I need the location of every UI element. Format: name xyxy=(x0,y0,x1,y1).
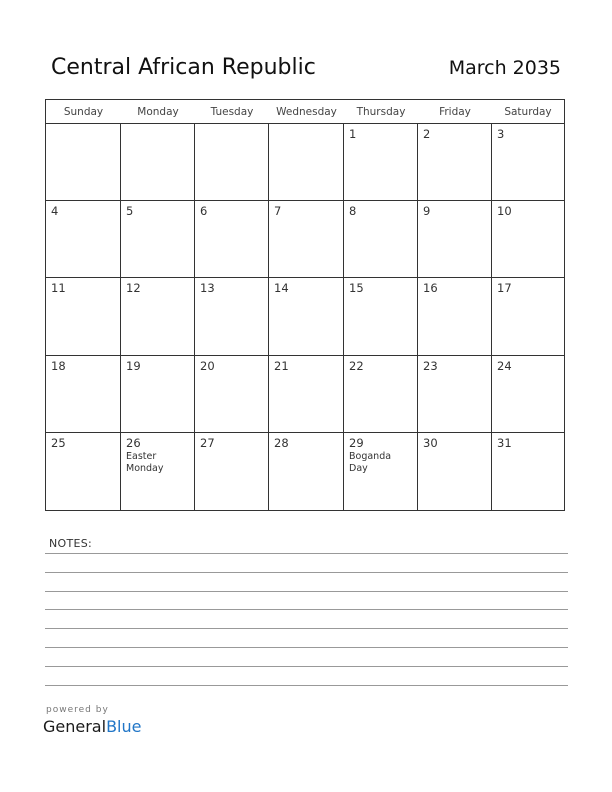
brand-blue-text: Blue xyxy=(106,717,142,736)
notes-line xyxy=(45,609,568,610)
day-cell xyxy=(418,278,492,355)
day-number: 24 xyxy=(497,358,512,373)
day-cell xyxy=(121,278,195,355)
day-cell xyxy=(195,124,269,201)
day-cell xyxy=(46,356,121,433)
day-number: 17 xyxy=(497,281,512,296)
day-number: 31 xyxy=(497,435,512,450)
day-cell xyxy=(344,124,418,201)
notes-line xyxy=(45,685,568,686)
day-number: 12 xyxy=(126,281,141,296)
day-number: 22 xyxy=(349,358,364,373)
powered-by-text: powered by xyxy=(46,705,109,715)
day-cell xyxy=(492,278,564,355)
day-cell xyxy=(269,356,344,433)
day-cell xyxy=(46,201,121,278)
weekday-header-wednesday: Wednesday xyxy=(269,100,344,124)
day-cell xyxy=(269,433,344,510)
day-cell xyxy=(344,278,418,355)
notes-line xyxy=(45,666,568,667)
day-number: 20 xyxy=(200,358,215,373)
day-cell xyxy=(121,124,195,201)
day-number: 21 xyxy=(274,358,289,373)
day-cell xyxy=(46,433,121,510)
day-cell xyxy=(195,278,269,355)
notes-line xyxy=(45,553,568,554)
day-number: 3 xyxy=(497,127,505,141)
day-number: 7 xyxy=(274,204,282,219)
day-number: 19 xyxy=(126,358,141,373)
holiday-label: Easter Monday xyxy=(126,450,164,474)
day-number: 8 xyxy=(349,204,357,219)
calendar-month-title: March 2035 xyxy=(448,57,561,79)
day-cell xyxy=(46,124,121,201)
day-number: 18 xyxy=(51,358,66,373)
day-number: 15 xyxy=(349,281,364,296)
notes-line xyxy=(45,647,568,648)
day-cell xyxy=(418,124,492,201)
day-cell xyxy=(492,201,564,278)
day-cell xyxy=(492,124,564,201)
day-number: 13 xyxy=(200,281,215,296)
day-number: 28 xyxy=(274,435,289,450)
day-cell xyxy=(269,278,344,355)
day-number: 10 xyxy=(497,204,512,219)
generalblue-logo xyxy=(43,717,141,736)
day-number: 9 xyxy=(423,204,431,219)
notes-label: NOTES: xyxy=(49,537,93,550)
notes-line xyxy=(45,628,568,629)
day-number: 2 xyxy=(423,127,431,141)
day-cell xyxy=(121,201,195,278)
day-number: 25 xyxy=(51,435,66,450)
day-cell xyxy=(492,433,564,510)
brand-general-text: General xyxy=(43,717,107,736)
day-cell xyxy=(492,356,564,433)
calendar-country-title: Central African Republic xyxy=(51,55,316,80)
weekday-header-saturday: Saturday xyxy=(492,100,564,124)
day-number: 16 xyxy=(423,281,438,296)
holiday-label: Boganda Day xyxy=(349,450,392,474)
day-cell xyxy=(344,356,418,433)
day-number: 11 xyxy=(51,281,66,296)
day-cell xyxy=(418,356,492,433)
day-cell xyxy=(46,278,121,355)
weekday-header-friday: Friday xyxy=(418,100,492,124)
weekday-header-sunday: Sunday xyxy=(46,100,121,124)
day-cell xyxy=(269,124,344,201)
notes-line xyxy=(45,572,568,573)
weekday-header-thursday: Thursday xyxy=(344,100,418,124)
notes-line xyxy=(45,591,568,592)
day-cell xyxy=(344,433,418,510)
weekday-header-tuesday: Tuesday xyxy=(195,100,269,124)
day-cell xyxy=(195,433,269,510)
day-cell xyxy=(418,201,492,278)
day-number: 30 xyxy=(423,435,438,450)
day-number: 27 xyxy=(200,435,215,450)
day-cell xyxy=(195,356,269,433)
day-number: 4 xyxy=(51,204,59,219)
day-cell xyxy=(195,201,269,278)
day-cell xyxy=(121,433,195,510)
month-calendar-grid xyxy=(45,99,565,511)
day-cell xyxy=(344,201,418,278)
day-number: 14 xyxy=(274,281,289,296)
day-cell xyxy=(269,201,344,278)
day-number: 23 xyxy=(423,358,438,373)
day-number: 5 xyxy=(126,204,134,219)
weekday-header-monday: Monday xyxy=(121,100,195,124)
day-number: 26 xyxy=(126,435,141,450)
day-number: 6 xyxy=(200,204,208,219)
day-cell xyxy=(418,433,492,510)
day-number: 1 xyxy=(349,127,357,141)
day-cell xyxy=(121,356,195,433)
day-number: 29 xyxy=(349,435,364,450)
